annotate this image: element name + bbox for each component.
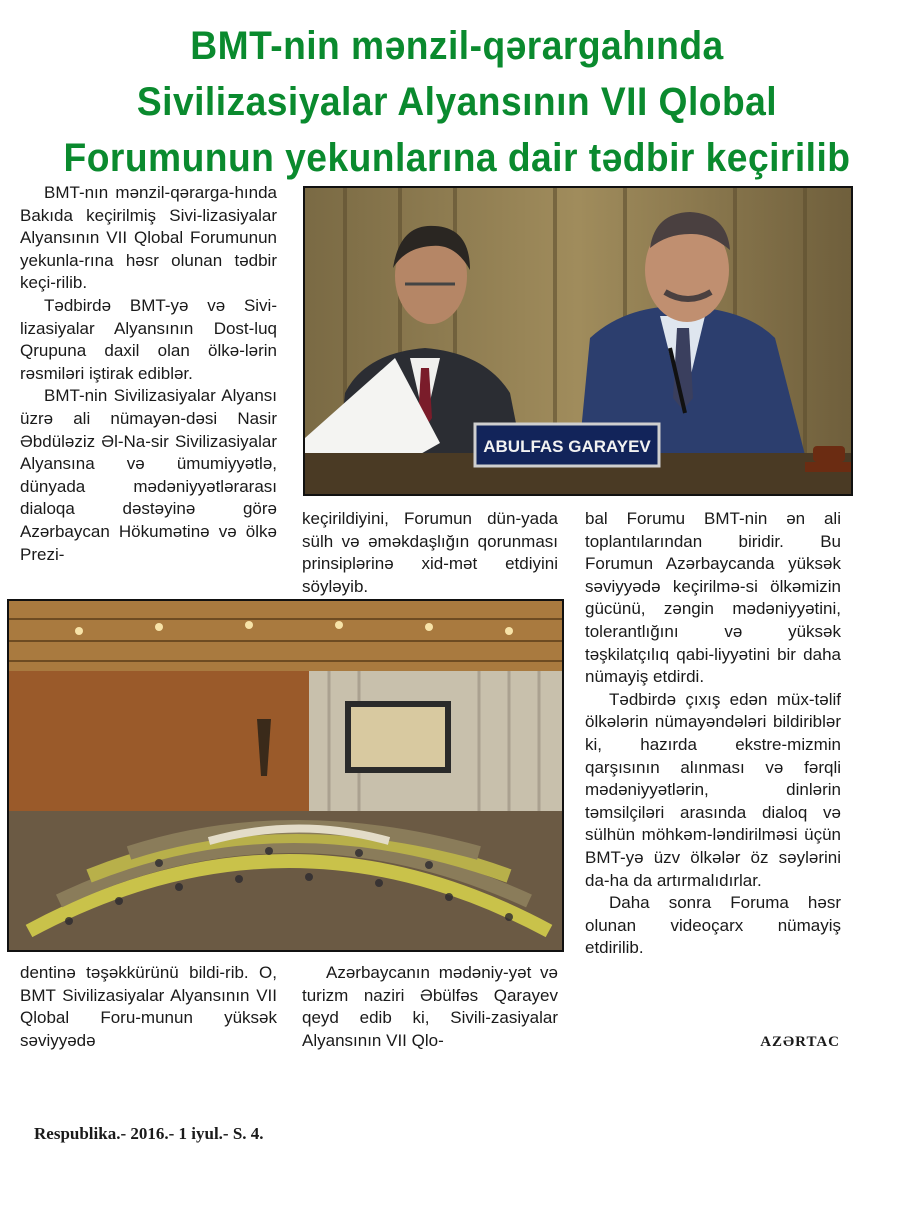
- photo-officials-at-table: [303, 186, 853, 496]
- paragraph: BMT-nin Sivilizasiyalar Alyansı üzrə ali nümayən-dəsi Nasir Əbdüləziz Əl-Na-sir Sivilizasiyalar Alyansına və ümumiyyətlə, dünyada mədəniyyətlərarası dialoqa dəstəyinə görə Azərbaycan Hökumətinə və ölkə Prezi-: [20, 386, 277, 564]
- officials-image: [305, 188, 851, 494]
- paragraph: Daha sonra Foruma həsr olunan videoçarx nümayiş etdirilib.: [585, 893, 841, 958]
- paragraph: bal Forumu BMT-nin ən ali toplantılarından biridir. Bu Forumun Azərbaycanda yüksək səviyyədə keçirilmə-si ölkəmizin gücünü, zəngin mədəniyyətini, tolerantlığını və yüksək təşkilatçılıq qabi-liyyətini bir daha nümayiş etdirdi.: [585, 509, 841, 687]
- nameplate-text: ABULFAS GARAYEV: [483, 437, 651, 456]
- column-3: [585, 508, 841, 960]
- assembly-hall-image: [9, 601, 562, 950]
- photo-assembly-hall: [7, 599, 564, 952]
- paragraph: keçirildiyini, Forumun dün-yada sülh və əməkdaşlığın qorunması prinsiplərinə xid-mət etdiyini söyləyib.: [302, 509, 558, 596]
- headline-line-2: Sivilizasiyalar Alyansının VII Qlobal: [136, 80, 778, 124]
- column-2-bottom: [302, 962, 558, 1052]
- source-citation: Respublika.- 2016.- 1 iyul.- S. 4.: [34, 1124, 264, 1143]
- paragraph: BMT-nın mənzil-qərarga-hında Bakıda keçirilmiş Sivi-lizasiyalar Alyansının VII Qlobal Forumunun yekunla-rına həsr olunan tədbir keçi-rilib.: [20, 183, 277, 293]
- paragraph: dentinə təşəkkürünü bildi-rib. O, BMT Sivilizasiyalar Alyansının VII Qlobal Foru-munun yüksək səviyyədə: [20, 963, 277, 1050]
- paragraph: Tədbirdə BMT-yə və Sivi-lizasiyalar Alyansının Dost-luq Qrupuna daxil olan ölkə-lərin rəsmiləri iştirak ediblər.: [20, 295, 277, 383]
- headline-line-1: BMT-nin mənzil-qərargahında: [190, 24, 724, 68]
- column-1-top: [20, 182, 277, 598]
- byline: AZƏRTAC: [760, 1034, 840, 1050]
- column-1-bottom: [20, 962, 277, 1052]
- article-headline: [32, 18, 882, 186]
- headline-line-3: Forumunun yekunlarına dair tədbir keçirilib: [63, 136, 851, 180]
- paragraph: Azərbaycanın mədəniy-yət və turizm naziri Əbülfəs Qarayev qeyd edib ki, Sivili-zasiyalar Alyansının VII Qlo-: [302, 963, 558, 1050]
- paragraph: Tədbirdə çıxış edən müx-təlif ölkələrin nümayəndələri bildiriblər ki, hazırda ekstre-mizmin qarşısının alınması və fərqli mədəniyyətlərin, dinlərin təmsilçiləri arasında dialoq və sülhün möhkəm-ləndirilməsi üçün BMT-yə üzv ölkələr öz səylərini da-ha da artırmalıdırlar.: [585, 689, 841, 890]
- column-2-top: [302, 508, 558, 598]
